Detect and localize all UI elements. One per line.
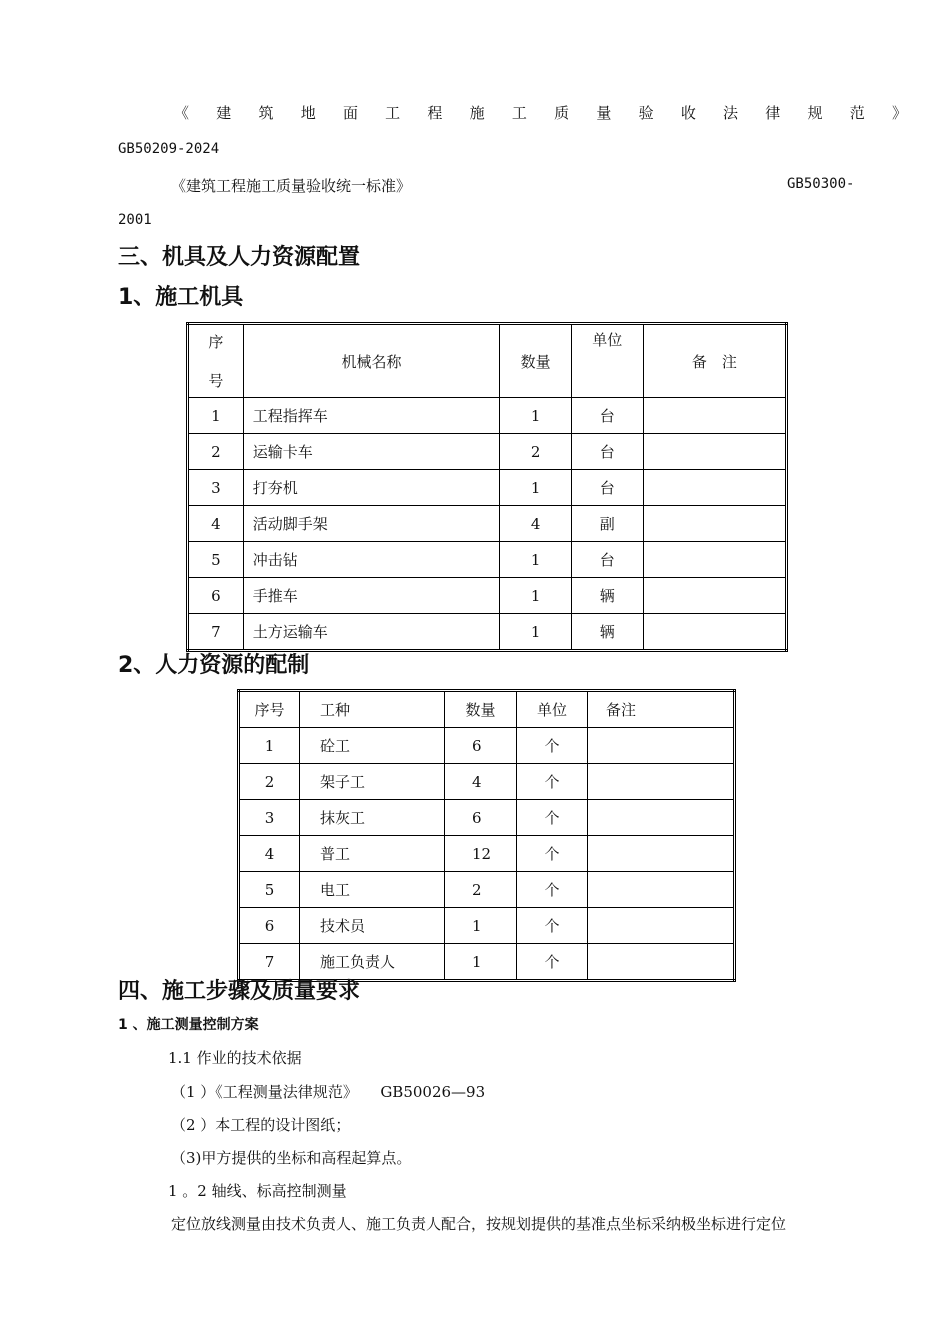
cell-unit: 个 — [517, 836, 588, 872]
cell-qty: 1 — [500, 470, 572, 506]
cell-no: 3 — [188, 470, 244, 506]
cell-remark — [643, 434, 786, 470]
reference-1-char: 程 — [427, 104, 443, 122]
header-cell-remark: 备注 — [588, 691, 735, 728]
cell-qty: 4 — [500, 506, 572, 542]
cell-no: 7 — [188, 614, 244, 651]
cell-type: 施工负责人 — [300, 944, 445, 981]
cell-remark — [588, 908, 735, 944]
header-cell-unit: 单位 — [517, 691, 588, 728]
reference-1-char: 量 — [596, 104, 612, 122]
cell-qty: 1 — [500, 542, 572, 578]
header-cell-no — [188, 324, 244, 398]
reference-1-char: 面 — [342, 104, 358, 122]
cell-remark — [588, 944, 735, 981]
cell-unit: 个 — [517, 944, 588, 981]
cell-no: 1 — [239, 728, 300, 764]
cell-no: 5 — [188, 542, 244, 578]
cell-unit: 个 — [517, 908, 588, 944]
cell-unit: 台 — [571, 470, 643, 506]
paragraph-positioning: 定位放线测量由技术负责人、施工负责人配合，按规划提供的基准点坐标采纳极坐标进行定位 — [171, 1215, 787, 1233]
reference-2-code-part1: GB50300- — [787, 176, 855, 192]
cell-unit: 个 — [517, 764, 588, 800]
cell-no: 6 — [239, 908, 300, 944]
table-row — [188, 398, 787, 434]
cell-unit: 副 — [571, 506, 643, 542]
reference-1-title — [174, 102, 907, 123]
cell-remark — [643, 614, 786, 651]
cell-no: 1 — [188, 398, 244, 434]
cell-unit: 个 — [517, 728, 588, 764]
reference-item-1: （1 ）《工程测量法律规范》 GB50026—93 — [171, 1083, 486, 1101]
cell-no: 6 — [188, 578, 244, 614]
reference-1-code: GB50209-2024 — [118, 141, 220, 157]
cell-qty: 1 — [500, 578, 572, 614]
cell-remark — [588, 728, 735, 764]
header-cell-qty: 数量 — [445, 691, 517, 728]
subsection-survey-heading: 1 、施工测量控制方案 — [118, 1017, 259, 1033]
reference-1-char: 范 — [849, 104, 865, 122]
cell-unit: 个 — [517, 800, 588, 836]
reference-1-char: 工 — [511, 104, 527, 122]
subsection-machinery-heading: 1、施工机具 — [118, 285, 244, 310]
cell-name: 冲击钻 — [243, 542, 500, 578]
cell-remark — [643, 578, 786, 614]
cell-no: 4 — [239, 836, 300, 872]
table-header-row — [239, 691, 735, 728]
cell-type: 架子工 — [300, 764, 445, 800]
reference-1-char: 验 — [638, 104, 654, 122]
cell-remark — [643, 470, 786, 506]
cell-remark — [588, 764, 735, 800]
cell-type: 砼工 — [300, 728, 445, 764]
table-row — [188, 470, 787, 506]
reference-1-char: 》 — [891, 104, 907, 122]
reference-1-char: 法 — [723, 104, 739, 122]
cell-unit: 辆 — [571, 614, 643, 651]
cell-qty: 1 — [500, 614, 572, 651]
cell-name: 运输卡车 — [243, 434, 500, 470]
cell-remark — [643, 506, 786, 542]
cell-no: 3 — [239, 800, 300, 836]
paragraph-1-2: 1 。2 轴线、标高控制测量 — [168, 1182, 347, 1200]
cell-qty: 1 — [500, 398, 572, 434]
header-cell-remark: 备 注 — [643, 324, 786, 398]
cell-remark — [643, 398, 786, 434]
cell-no: 4 — [188, 506, 244, 542]
cell-unit: 台 — [571, 398, 643, 434]
cell-qty: 4 — [445, 764, 517, 800]
cell-name: 土方运输车 — [243, 614, 500, 651]
table-row — [188, 542, 787, 578]
cell-type: 技术员 — [300, 908, 445, 944]
section-4-heading: 四、施工步骤及质量要求 — [118, 979, 361, 1004]
table-row — [188, 434, 787, 470]
cell-qty: 6 — [445, 800, 517, 836]
paragraph-1-1: 1.1 作业的技术依据 — [168, 1049, 302, 1067]
table-row — [239, 872, 735, 908]
cell-unit: 台 — [571, 434, 643, 470]
header-cell-no: 序号 — [239, 691, 300, 728]
cell-unit: 辆 — [571, 578, 643, 614]
labor-table — [237, 689, 736, 982]
table-row — [188, 614, 787, 651]
reference-item-3: （3)甲方提供的坐标和高程起算点。 — [171, 1149, 412, 1167]
cell-type: 电工 — [300, 872, 445, 908]
reference-2-code-part2: 2001 — [118, 212, 152, 228]
header-no-line2: 号 — [208, 372, 224, 390]
cell-remark — [588, 800, 735, 836]
table-row — [239, 764, 735, 800]
cell-remark — [588, 836, 735, 872]
reference-1-char: 施 — [469, 104, 485, 122]
table-row — [239, 728, 735, 764]
cell-name: 手推车 — [243, 578, 500, 614]
table-row — [239, 836, 735, 872]
reference-1-char: 律 — [765, 104, 781, 122]
reference-1-char: 规 — [807, 104, 823, 122]
cell-unit: 台 — [571, 542, 643, 578]
subsection-labor-heading: 2、人力资源的配制 — [118, 653, 310, 678]
cell-qty: 6 — [445, 728, 517, 764]
cell-name: 打夯机 — [243, 470, 500, 506]
cell-no: 2 — [188, 434, 244, 470]
table-row — [188, 506, 787, 542]
table-row — [239, 908, 735, 944]
cell-name: 工程指挥车 — [243, 398, 500, 434]
reference-1-char: 收 — [680, 104, 696, 122]
table-header-row — [188, 324, 787, 398]
cell-qty: 1 — [445, 944, 517, 981]
cell-qty: 2 — [500, 434, 572, 470]
header-no-line1: 序 — [208, 333, 224, 351]
reference-1-char: 建 — [216, 104, 232, 122]
header-cell-qty: 数量 — [500, 324, 572, 398]
cell-remark — [588, 872, 735, 908]
cell-type: 抹灰工 — [300, 800, 445, 836]
cell-name: 活动脚手架 — [243, 506, 500, 542]
reference-1-char: 质 — [554, 104, 570, 122]
reference-item-2: （2 ）本工程的设计图纸； — [171, 1116, 351, 1134]
cell-unit: 个 — [517, 872, 588, 908]
section-3-heading: 三、机具及人力资源配置 — [118, 245, 361, 270]
reference-1-char: 地 — [300, 104, 316, 122]
header-cell-unit: 单位 — [571, 324, 643, 398]
table-row — [239, 800, 735, 836]
table-row — [188, 578, 787, 614]
cell-qty: 2 — [445, 872, 517, 908]
cell-type: 普工 — [300, 836, 445, 872]
header-cell-name: 机械名称 — [243, 324, 500, 398]
header-cell-type: 工种 — [300, 691, 445, 728]
machinery-table — [186, 322, 788, 652]
cell-qty: 12 — [445, 836, 517, 872]
cell-no: 5 — [239, 872, 300, 908]
reference-1-char: 筑 — [258, 104, 274, 122]
cell-remark — [643, 542, 786, 578]
reference-1-char: 工 — [385, 104, 401, 122]
reference-2-title: 《建筑工程施工质量验收统一标准》 — [171, 177, 412, 195]
cell-no: 7 — [239, 944, 300, 981]
cell-no: 2 — [239, 764, 300, 800]
reference-1-char: 《 — [174, 104, 190, 122]
cell-qty: 1 — [445, 908, 517, 944]
